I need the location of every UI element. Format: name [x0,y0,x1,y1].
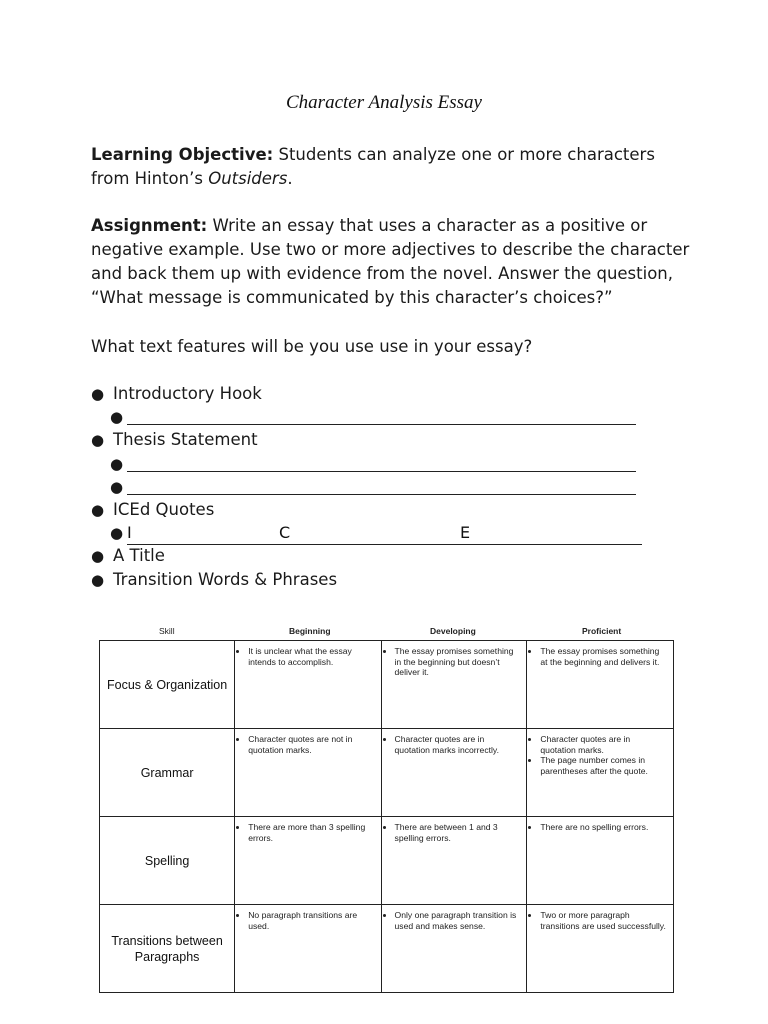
iced-label: ICEd Quotes [113,500,215,519]
bullet-icon: ● [110,408,124,426]
beginning-cell [235,905,381,993]
title-label: A Title [113,546,165,565]
iced-letter-e: E [460,523,471,542]
criteria-list [531,646,667,667]
bullet-icon: ● [91,385,105,403]
sub-bullet [110,476,128,498]
criteria-item: • There are between 1 and 3 spelling errors. [395,822,521,843]
criteria-list [386,910,521,931]
document-title: Character Analysis Essay [286,92,482,113]
criteria-list [239,910,374,931]
hook-label: Introductory Hook [113,384,262,403]
skill-cell: Transitions between Paragraphs [100,905,235,993]
criteria-list [531,822,667,833]
sub-bullet [110,453,128,475]
table-row [100,641,674,729]
blank-line[interactable] [127,471,636,472]
criteria-list [239,822,374,843]
rubric-table [99,640,674,993]
developing-cell [381,905,527,993]
criteria-list [239,646,374,667]
bullet-icon: ● [91,571,105,589]
table-row [100,905,674,993]
criteria-list [239,734,374,755]
criteria-item: • The page number comes in parentheses after the quote. [540,755,667,776]
beginning-cell [235,729,381,817]
developing-cell [381,641,527,729]
criteria-list [531,734,667,776]
criteria-list [386,822,521,843]
criteria-item: • The essay promises something in the beginning but doesn’t deliver it. [395,646,521,678]
list-item-title [91,545,165,567]
criteria-list [531,910,667,931]
criteria-item: • No paragraph transitions are used. [248,910,374,931]
objective-end: . [287,169,293,188]
proficient-cell [527,817,674,905]
sub-bullet [110,406,128,428]
rubric-header-proficient: Proficient [582,626,622,636]
skill-cell: Focus & Organization [100,641,235,729]
criteria-item: • Character quotes are not in quotation marks. [248,734,374,755]
objective-text: Students can analyze one or more characters from Hinton’s [91,145,655,188]
beginning-cell [235,641,381,729]
criteria-item: • Only one paragraph transition is used and makes sense. [395,910,521,931]
bullet-icon: ● [91,431,105,449]
objective-label: Learning Objective: [91,145,274,164]
criteria-item: • The essay promises something at the beginning and delivers it. [540,646,667,667]
assignment [91,214,691,310]
bullet-icon: ● [91,547,105,565]
criteria-item: • There are no spelling errors. [540,822,667,833]
criteria-item: • Character quotes are in quotation marks. [540,734,667,755]
assignment-label: Assignment: [91,216,208,235]
bullet-icon: ● [110,478,124,496]
assignment-text: Write an essay that uses a character as a positive or negative example. Use two or more adjectives to describe the character and back them up with evidence from the novel. Answer the question, “What message is communicated by this character’s choices?” [91,216,690,307]
proficient-cell [527,905,674,993]
table-row [100,817,674,905]
criteria-list [386,734,521,755]
bullet-icon: ● [110,455,124,473]
transitions-label: Transition Words & Phrases [113,570,338,589]
list-item-transitions [91,569,337,591]
skill-cell: Grammar [100,729,235,817]
criteria-item: • It is unclear what the essay intends to accomplish. [248,646,374,667]
developing-cell [381,817,527,905]
features-question: What text features will be you use use in your essay? [91,337,533,356]
iced-blank-line[interactable] [127,522,642,545]
list-item-thesis [91,429,258,451]
rubric-header-developing: Developing [430,626,476,636]
proficient-cell [527,641,674,729]
bullet-icon: ● [91,501,105,519]
rubric-header-beginning: Beginning [289,626,331,636]
thesis-label: Thesis Statement [113,430,258,449]
criteria-item: • Two or more paragraph transitions are used successfully. [540,910,667,931]
iced-letter-c: C [279,523,291,542]
learning-objective [91,143,691,191]
developing-cell [381,729,527,817]
list-item-iced [91,499,214,521]
table-row [100,729,674,817]
criteria-item: • Character quotes are in quotation marks incorrectly. [395,734,521,755]
iced-letter-i: I [127,523,132,542]
proficient-cell [527,729,674,817]
list-item-hook [91,383,262,405]
blank-line[interactable] [127,424,636,425]
bullet-icon: ● [110,524,124,542]
criteria-list [386,646,521,678]
criteria-item: • There are more than 3 spelling errors. [248,822,374,843]
book-title: Outsiders [208,169,288,188]
rubric-header-skill: Skill [159,626,175,636]
sub-bullet [110,522,128,544]
skill-cell: Spelling [100,817,235,905]
beginning-cell [235,817,381,905]
blank-line[interactable] [127,494,636,495]
